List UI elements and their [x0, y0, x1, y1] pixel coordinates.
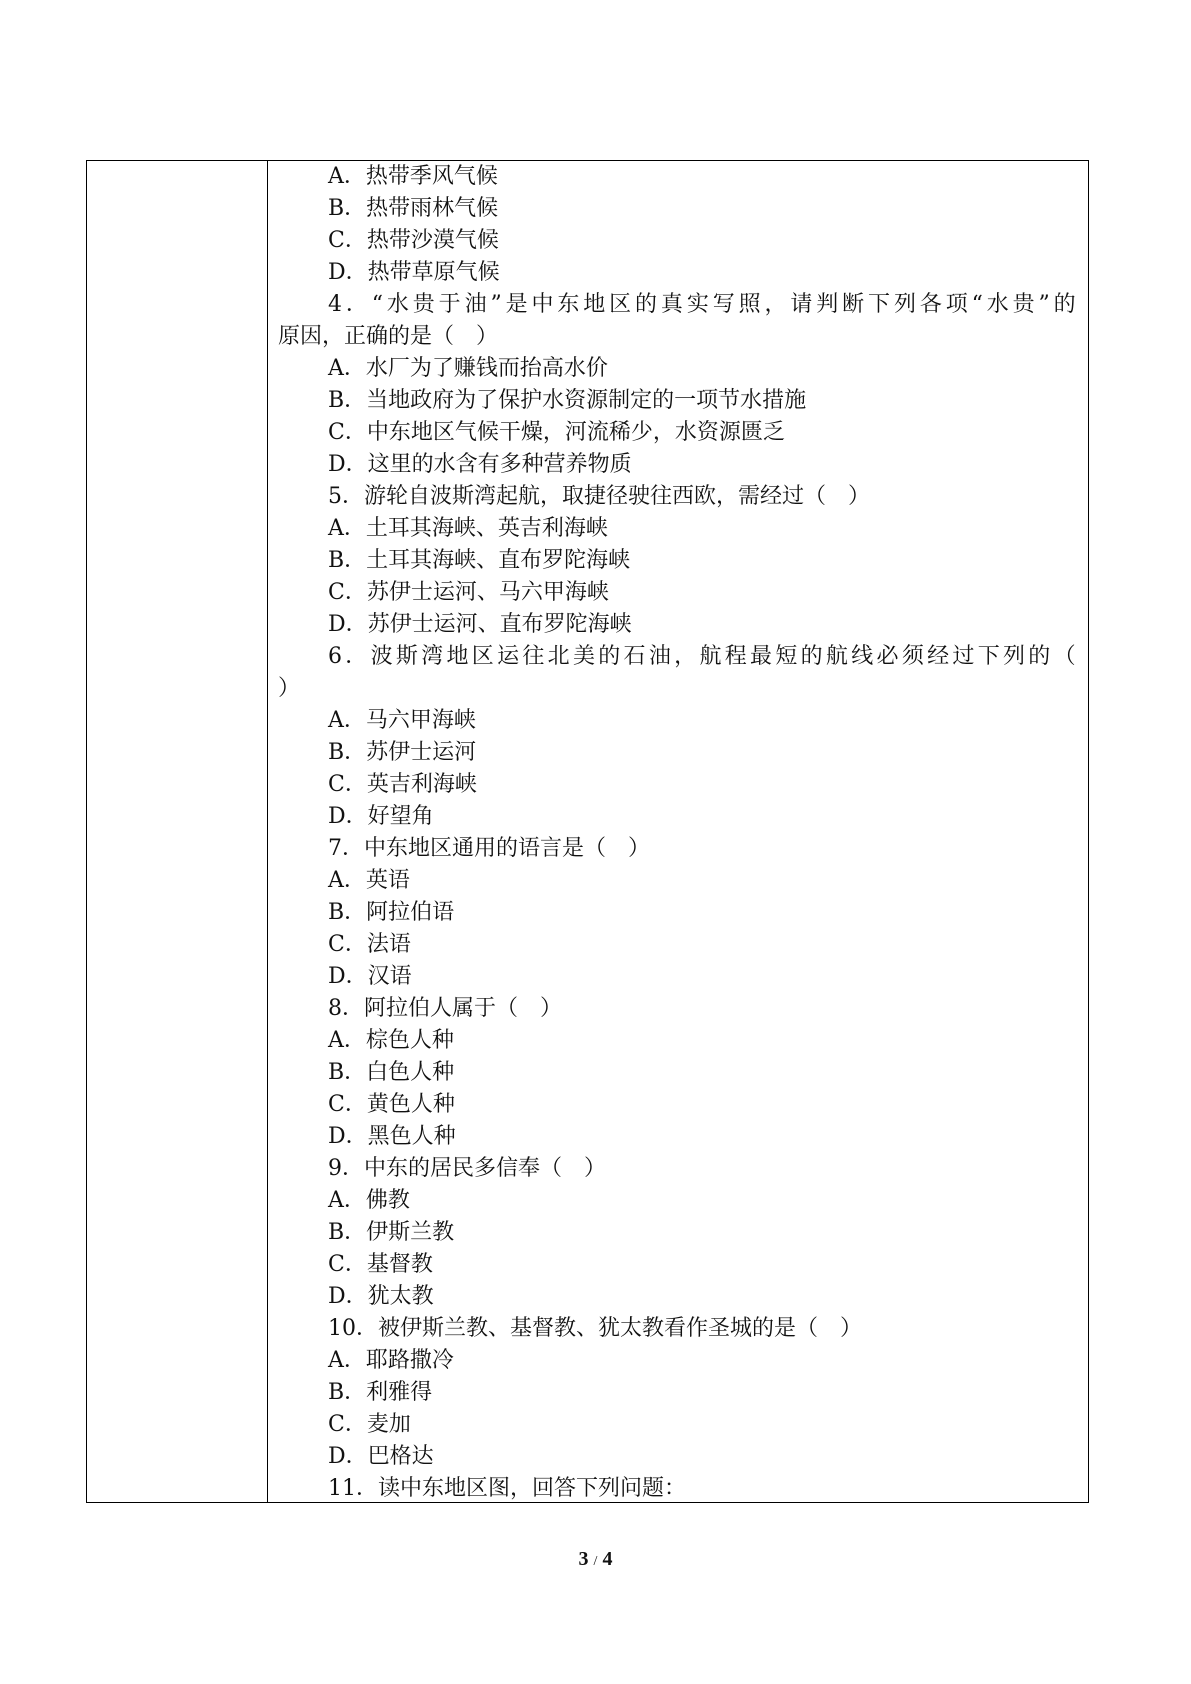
- text-line: ）: [278, 676, 301, 701]
- text-line: D．犹太教: [328, 1284, 434, 1309]
- text-line: B．热带雨林气候: [328, 196, 499, 221]
- text-line: 4 ． “ 水 贵 于 油 ” 是 中 东 地 区 的 真 实 写 照 ， 请 判 断 下 列 各 项 “ 水 贵 ” 的: [328, 292, 1076, 317]
- text-line: D．巴格达: [328, 1444, 434, 1469]
- text-line: 11．读中东地区图，回答下列问题：: [328, 1476, 686, 1501]
- text-line: B．利雅得: [328, 1380, 433, 1405]
- text-line: D．黑色人种: [328, 1124, 456, 1149]
- text-line: 原因，正确的是（ ）: [278, 324, 499, 349]
- question-table: [86, 160, 1089, 1503]
- text-line: A．佛教: [328, 1188, 410, 1213]
- text-line: A．耶路撒冷: [328, 1348, 454, 1373]
- table-left-column: [87, 161, 268, 1502]
- text-line: B．阿拉伯语: [328, 900, 455, 925]
- text-line: 5．游轮自波斯湾起航，取捷径驶往西欧，需经过（ ）: [328, 484, 870, 509]
- text-line: C．热带沙漠气候: [328, 228, 499, 253]
- text-line: 7．中东地区通用的语言是（ ）: [328, 836, 650, 861]
- text-line: C．中东地区气候干燥，河流稀少，水资源匮乏: [328, 420, 785, 445]
- text-line: D．这里的水含有多种营养物质: [328, 452, 632, 477]
- text-line: B．当地政府为了保护水资源制定的一项节水措施: [328, 388, 807, 413]
- text-line: A．马六甲海峡: [328, 708, 476, 733]
- text-line: C．法语: [328, 932, 411, 957]
- page-current: 3: [578, 1548, 589, 1570]
- text-line: C．英吉利海峡: [328, 772, 477, 797]
- text-line: C．麦加: [328, 1412, 411, 1437]
- text-line: B．土耳其海峡、直布罗陀海峡: [328, 548, 631, 573]
- text-line: C．苏伊士运河、马六甲海峡: [328, 580, 609, 605]
- text-line: 6 ． 波 斯 湾 地 区 运 往 北 美 的 石 油 ， 航 程 最 短 的 航 线 必 须 经 过 下 列 的 （: [328, 644, 1076, 669]
- text-line: A．英语: [328, 868, 410, 893]
- text-line: 8．阿拉伯人属于（ ）: [328, 996, 562, 1021]
- text-line: A．水厂为了赚钱而抬高水价: [328, 356, 608, 381]
- page-separator: /: [593, 1554, 598, 1569]
- text-line: 10．被伊斯兰教、基督教、犹太教看作圣城的是（ ）: [328, 1316, 862, 1341]
- text-line: A．棕色人种: [328, 1028, 454, 1053]
- text-line: D．热带草原气候: [328, 260, 500, 285]
- text-line: D．好望角: [328, 804, 434, 829]
- text-line: B．苏伊士运河: [328, 740, 477, 765]
- text-line: D．汉语: [328, 964, 412, 989]
- text-line: A．热带季风气候: [328, 164, 498, 189]
- text-line: 9．中东的居民多信奉（ ）: [328, 1156, 606, 1181]
- text-line: C．黄色人种: [328, 1092, 455, 1117]
- page-total: 4: [602, 1548, 613, 1570]
- text-line: B．白色人种: [328, 1060, 455, 1085]
- text-line: C．基督教: [328, 1252, 433, 1277]
- text-line: D．苏伊士运河、直布罗陀海峡: [328, 612, 632, 637]
- question-content: [268, 161, 1088, 1502]
- text-line: B．伊斯兰教: [328, 1220, 455, 1245]
- text-line: A．土耳其海峡、英吉利海峡: [328, 516, 608, 541]
- page-number: [0, 1548, 1191, 1571]
